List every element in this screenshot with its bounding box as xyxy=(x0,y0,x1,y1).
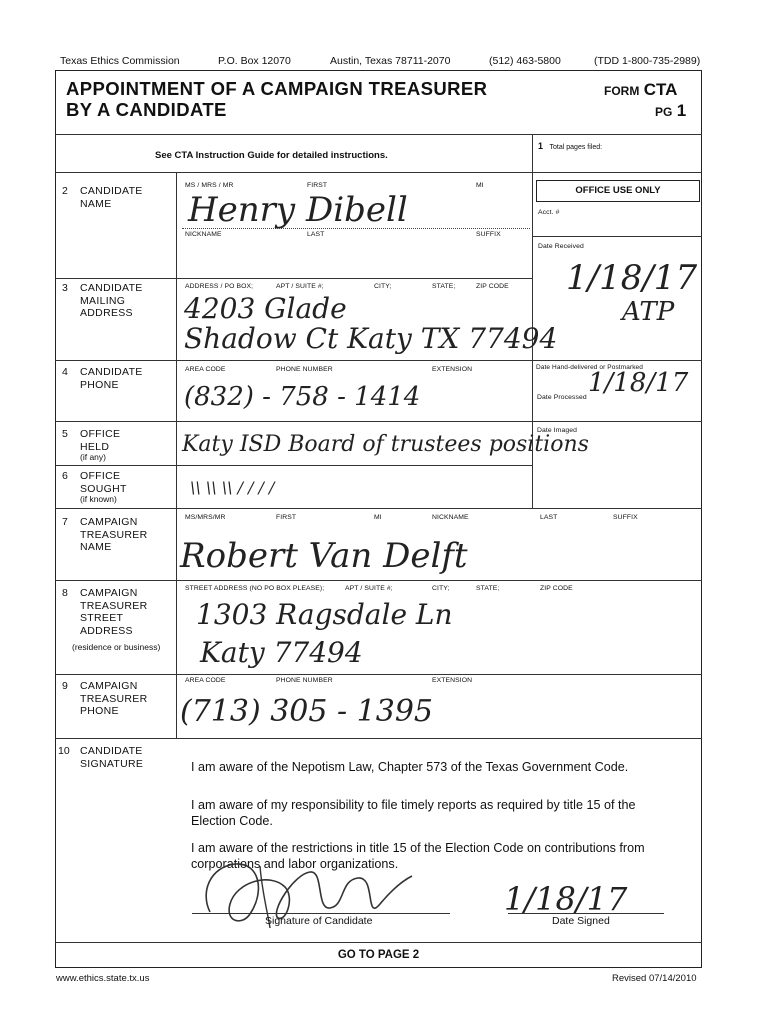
field-address-label: ADDRESS / PO BOX; xyxy=(185,283,254,290)
total-pages-num: 1 xyxy=(538,141,544,151)
section-7-number: 7 xyxy=(62,516,68,528)
form-code xyxy=(604,80,677,100)
treasurer-prefix-label: MS/MRS/MR xyxy=(185,514,226,521)
section-9-number: 9 xyxy=(62,680,68,692)
treasurer-first-label: FIRST xyxy=(276,514,297,521)
field-state-label: STATE; xyxy=(432,283,456,290)
statement-reports: I am aware of my responsibility to file timely reports as required by title 15 of the Election Code. xyxy=(191,798,636,828)
page-number xyxy=(655,101,686,121)
office-held-handwritten[interactable]: Katy ISD Board of trustees positions xyxy=(182,432,589,457)
date-signed-label: Date Signed xyxy=(552,915,610,927)
divider-date-received xyxy=(532,360,702,361)
agency-city: Austin, Texas 78711-2070 xyxy=(330,55,451,67)
office-sought-handwritten[interactable]: \\ \\ \\ / / / / xyxy=(190,478,275,497)
field-suffix-label: SUFFIX xyxy=(476,231,501,238)
treasurer-nickname-label: NICKNAME xyxy=(432,514,469,521)
form-title-line1: APPOINTMENT OF A CAMPAIGN TREASURER xyxy=(66,78,488,99)
treasurer-state-label: STATE; xyxy=(476,585,500,592)
treasurer-zip-label: ZIP CODE xyxy=(540,585,573,592)
treasurer-area-code-label: AREA CODE xyxy=(185,677,226,684)
instructions-text: See CTA Instruction Guide for detailed instructions. xyxy=(155,150,388,161)
treasurer-phone-handwritten[interactable]: (713) 305 - 1395 xyxy=(180,694,434,729)
section-8-number: 8 xyxy=(62,587,68,599)
section-2-label: CANDIDATE NAME xyxy=(80,185,143,210)
signature-label: Signature of Candidate xyxy=(265,915,373,927)
statement-nepotism: I am aware of the Nepotism Law, Chapter 573 of the Texas Government Code. xyxy=(191,760,629,774)
divider-s9 xyxy=(55,738,702,739)
field-mi-label: MI xyxy=(476,182,484,189)
divider-s2 xyxy=(55,278,532,279)
go-to-page-2[interactable]: GO TO PAGE 2 xyxy=(337,949,420,961)
section-7-label: CAMPAIGN TREASURER NAME xyxy=(80,516,148,553)
treasurer-mi-label: MI xyxy=(374,514,382,521)
candidate-name-handwritten[interactable]: Henry Dibell xyxy=(188,190,408,230)
section-5-number: 5 xyxy=(62,428,68,440)
page-number-value: 1 xyxy=(676,101,687,120)
candidate-phone-handwritten[interactable]: (832) - 758 - 1414 xyxy=(184,382,421,412)
treasurer-apt-label: APT / SUITE #; xyxy=(345,585,393,592)
date-hand-delivered-label: Date Hand-delivered or Postmarked xyxy=(536,364,643,371)
statement-restrictions: I am aware of the restrictions in title 15 of the Election Code on contributions from corporations and labor organizations. xyxy=(191,841,645,871)
divider-s3 xyxy=(55,360,532,361)
divider-s8 xyxy=(55,674,702,675)
acct-label: Acct. # xyxy=(538,209,560,216)
date-received-handwritten: 1/18/17 xyxy=(566,258,698,298)
date-received-label: Date Received xyxy=(538,243,584,250)
section-6-sub: (if known) xyxy=(80,494,117,504)
treasurer-suffix-label: SUFFIX xyxy=(613,514,638,521)
signature-line xyxy=(192,913,450,914)
field-prefix-label: MS / MRS / MR xyxy=(185,182,234,189)
agency-phone: (512) 463-5800 xyxy=(489,55,561,67)
field-zip-label: ZIP CODE xyxy=(476,283,509,290)
divider-signature xyxy=(55,942,702,943)
form-code-value: CTA xyxy=(643,80,678,99)
divider-s4 xyxy=(55,421,532,422)
section-5-sub: (if any) xyxy=(80,452,106,462)
treasurer-extension-label: EXTENSION xyxy=(432,677,473,684)
date-hand-delivered-value: 1/18/17 xyxy=(588,368,689,398)
address-line1-handwritten[interactable]: 4203 Glade xyxy=(184,292,347,325)
treasurer-city-label: CITY; xyxy=(432,585,450,592)
field-nickname-label: NICKNAME xyxy=(185,231,222,238)
section-10-number: 10 xyxy=(58,745,70,757)
field-area-code-label: AREA CODE xyxy=(185,366,226,373)
section-3-number: 3 xyxy=(62,282,68,294)
treasurer-phone-number-label: PHONE NUMBER xyxy=(276,677,333,684)
footer-revised: Revised 07/14/2010 xyxy=(612,973,697,984)
section-2-number: 2 xyxy=(62,185,68,197)
section-4-number: 4 xyxy=(62,366,68,378)
page-prefix: PG xyxy=(655,105,673,119)
divider-acct xyxy=(532,236,702,237)
section-6-label: OFFICE SOUGHT xyxy=(80,470,127,495)
section-3-label: CANDIDATE MAILING ADDRESS xyxy=(80,282,143,319)
treasurer-last-label: LAST xyxy=(540,514,558,521)
address-line2-handwritten[interactable]: Shadow Ct Katy TX 77494 xyxy=(184,322,558,355)
divider-s5 xyxy=(55,465,532,466)
name-dotted-line xyxy=(182,228,530,229)
field-city-label: CITY; xyxy=(374,283,392,290)
divider-label-column xyxy=(176,172,177,738)
divider-s7 xyxy=(55,580,702,581)
section-10-label: CANDIDATE SIGNATURE xyxy=(80,745,144,770)
divider-s6 xyxy=(55,508,702,509)
field-phone-number-label: PHONE NUMBER xyxy=(276,366,333,373)
date-signed-line xyxy=(508,913,664,914)
total-pages xyxy=(538,141,602,151)
section-5-label: OFFICE HELD xyxy=(80,428,121,453)
section-8-sub: (residence or business) xyxy=(72,642,161,652)
agency-name: Texas Ethics Commission xyxy=(60,55,180,67)
treasurer-address-line1-handwritten[interactable]: 1303 Ragsdale Ln xyxy=(196,598,453,631)
po-box: P.O. Box 12070 xyxy=(218,55,291,67)
treasurer-name-handwritten[interactable]: Robert Van Delft xyxy=(180,536,468,576)
agency-tdd: (TDD 1-800-735-2989) xyxy=(594,55,701,67)
field-apt-label: APT / SUITE #; xyxy=(276,283,324,290)
initials-handwritten: ATP xyxy=(622,297,675,327)
date-processed-label: Date Processed xyxy=(537,394,587,401)
section-6-number: 6 xyxy=(62,470,68,482)
date-imaged-label: Date Imaged xyxy=(537,427,578,434)
treasurer-street-label: STREET ADDRESS (NO PO BOX PLEASE); xyxy=(185,585,325,592)
form-title-line2: BY A CANDIDATE xyxy=(66,99,227,120)
field-first-label: FIRST xyxy=(307,182,328,189)
treasurer-address-line2-handwritten[interactable]: Katy 77494 xyxy=(200,636,363,669)
date-signed-handwritten[interactable]: 1/18/17 xyxy=(504,880,628,918)
office-use-heading: OFFICE USE ONLY xyxy=(536,180,700,202)
section-4-label: CANDIDATE PHONE xyxy=(80,366,143,391)
section-9-label: CAMPAIGN TREASURER PHONE xyxy=(80,680,148,717)
divider-title xyxy=(55,134,702,135)
total-pages-label: Total pages filed: xyxy=(549,144,603,151)
footer-website[interactable]: www.ethics.state.tx.us xyxy=(56,973,150,984)
divider-date-processed xyxy=(532,421,702,422)
field-extension-label: EXTENSION xyxy=(432,366,473,373)
field-last-label: LAST xyxy=(307,231,325,238)
section-8-label: CAMPAIGN TREASURER STREET ADDRESS xyxy=(80,587,148,637)
divider-instructions xyxy=(55,172,702,173)
form-prefix: FORM xyxy=(604,84,640,98)
